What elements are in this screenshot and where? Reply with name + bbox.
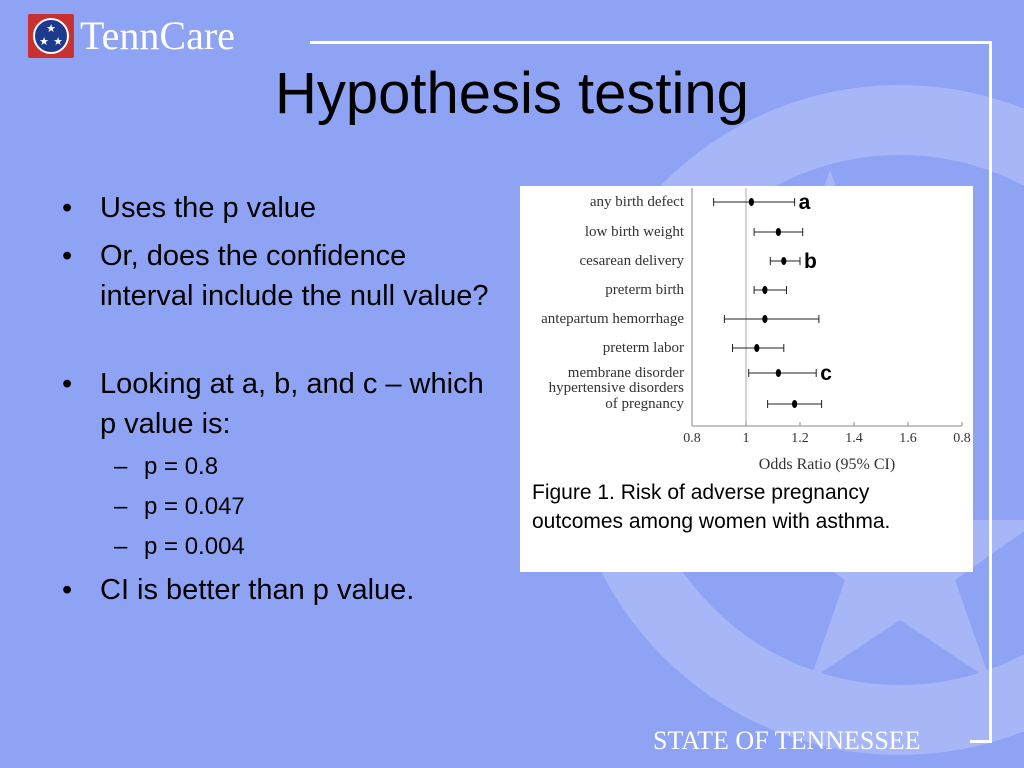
sub-bullet-item: – p = 0.004: [114, 533, 245, 560]
x-tick-label: 0.8: [683, 431, 701, 446]
slide-title: Hypothesis testing: [275, 61, 749, 126]
odds-ratio-point: [781, 257, 786, 265]
frame-top-line: [310, 41, 992, 44]
svg-text:★: ★: [53, 36, 63, 48]
state-of-tennessee-text: STATE OF TENNESSEE: [653, 726, 921, 755]
logo-text: TennCare: [80, 13, 235, 58]
odds-ratio-point: [762, 315, 767, 323]
odds-ratio-point: [776, 228, 781, 236]
bullet-text: Looking at a, b, and c – which p value is:: [100, 368, 484, 440]
bullet-item: • Uses the p value: [62, 192, 317, 224]
svg-text:★: ★: [46, 23, 56, 35]
tenncare-stars-icon: [28, 14, 74, 58]
sub-bullet-text: p = 0.8: [144, 453, 219, 480]
row-label: antepartum hemorrhage: [541, 311, 684, 327]
row-label: preterm birth: [605, 282, 684, 298]
sub-bullet-text: p = 0.047: [144, 493, 245, 520]
row-label: membrane disorder: [567, 365, 684, 381]
row-label: cesarean delivery: [579, 253, 684, 269]
bullet-text: Uses the p value: [100, 192, 317, 224]
row-label: of pregnancy: [605, 396, 684, 412]
odds-ratio-point: [792, 400, 797, 408]
row-label: preterm labor: [602, 340, 684, 356]
frame-right-line: [989, 41, 992, 743]
x-tick-label: 1.4: [845, 431, 863, 446]
figure-panel: [520, 186, 973, 572]
x-axis-label: Odds Ratio (95% CI): [758, 456, 896, 473]
annotation-marker: c: [820, 362, 832, 385]
annotation-marker: b: [804, 250, 817, 273]
sub-bullet-item: – p = 0.047: [114, 493, 245, 520]
annotation-marker: a: [798, 191, 811, 214]
odds-ratio-point: [776, 369, 781, 377]
svg-text:★: ★: [39, 36, 49, 48]
x-tick-label: 1.2: [791, 431, 809, 446]
x-tick-label: 1.6: [899, 431, 917, 446]
row-label: low birth weight: [584, 224, 684, 240]
bullet-text: CI is better than p value.: [100, 574, 415, 606]
odds-ratio-point: [762, 286, 767, 294]
bullet-item: • CI is better than p value.: [62, 574, 415, 606]
figure-caption: Figure 1. Risk of adverse pregnancy outcomes among women with asthma.: [532, 481, 891, 533]
row-label: hypertensive disorders: [548, 380, 684, 396]
forest-plot: [520, 186, 973, 476]
x-tick-label: 0.8: [953, 431, 971, 446]
odds-ratio-point: [749, 198, 754, 206]
x-tick-label: 1: [742, 431, 750, 446]
bullet-text: Or, does the confidence interval include the null value?: [100, 240, 489, 312]
bullet-list: [62, 188, 502, 610]
bullet-item: • Or, does the confidence interval include the null value?: [62, 240, 489, 312]
frame-bottom-line: [970, 740, 992, 743]
row-label: any birth defect: [589, 194, 684, 210]
sub-bullet-item: – p = 0.8: [114, 453, 219, 480]
bullet-item: • Looking at a, b, and c – which p value is:: [62, 368, 484, 440]
sub-bullet-text: p = 0.004: [144, 533, 245, 560]
odds-ratio-point: [754, 344, 759, 352]
tenncare-logo: [28, 14, 235, 58]
